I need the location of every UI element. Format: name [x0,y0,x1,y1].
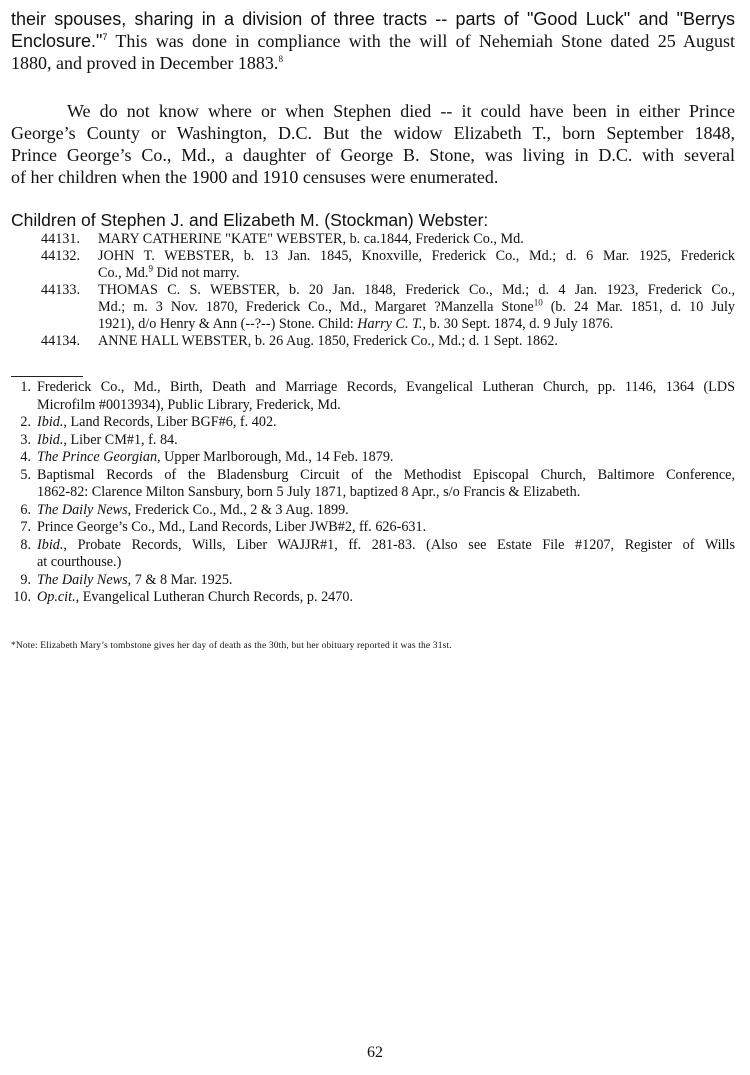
footnote-ref: 8 [278,54,283,64]
endnote-number: 7. [20,519,31,535]
text-line: 1862-82: Clarence Milton Sansbury, born 5 July 1871, baptized 8 Apr., s/o Francis & Elizabeth. [37,484,581,500]
text-line: Baptismal Records of the Bladensburg Circuit of the Methodist Episcopal Church, Baltimore Conference, [37,466,735,483]
text-line: Ibid., Probate Records, Wills, Liber WAJJR#1, ff. 281-83. (Also see Estate File #1207, Register of Wills [37,536,735,553]
child-entry [11,333,735,350]
text-line: their spouses, sharing in a division of three tracts -- parts of "Good Luck" and "Berrys [11,9,735,29]
footnote-ref: 10 [533,297,543,308]
text-line: Prince George’s Co., Md., Land Records, Liber JWB#2, ff. 626-631. [37,519,427,535]
text-line: 1880, and proved in December 1883.$^8$ [11,53,283,73]
text-line: 1921), d/o Henry & Ann (--?--) Stone. Child: Harry C. T., b. 30 Sept. 1874, d. 9 July 1876. [98,316,614,332]
endnote [11,379,735,414]
text-line: The Prince Georgian, Upper Marlborough, Md., 14 Feb. 1879. [37,449,394,465]
paragraph-continuation [11,8,735,74]
footnote-ref: 7 [102,32,108,42]
endnote [11,467,735,502]
child-number: 44131. [41,231,81,247]
child-number: 44134. [41,333,81,349]
endnote [11,502,735,520]
child-entry [11,231,735,248]
child-entry [11,282,735,333]
endnote-number: 3. [20,431,31,448]
text-line: MARY CATHERINE "KATE" WEBSTER, b. ca.1844, Frederick Co., Md. [98,231,524,247]
endnote [11,519,735,537]
endnote [11,572,735,590]
page-number: 62 [367,1044,383,1061]
text-line: ANNE HALL WEBSTER, b. 26 Aug. 1850, Frederick Co., Md.; d. 1 Sept. 1862. [98,333,558,349]
text-line: Microfilm #0013934), Public Library, Frederick, Md. [37,396,341,413]
text-line: Md.; m. 3 Nov. 1870, Frederick Co., Md., Margaret ?Manzella Stone$^{10}$ (b. 24 Mar. 1851, d. 10 July [98,297,735,315]
text-line: George’s County or Washington, D.C. But the widow Elizabeth T., born September 1848, [11,123,735,143]
text-line: of her children when the 1900 and 1910 censuses were enumerated. [11,167,499,187]
endnotes-list [11,379,735,607]
text-line: The Daily News, Frederick Co., Md., 2 & 3 Aug. 1899. [37,501,349,518]
text-line: The Daily News, 7 & 8 Mar. 1925. [37,571,233,588]
child-entry [11,248,735,282]
endnote-number: 5. [20,466,31,483]
text-line: Ibid., Land Records, Liber BGF#6, f. 402. [37,414,277,430]
text-line: JOHN T. WEBSTER, b. 13 Jan. 1845, Knoxville, Frederick Co., Md.; d. 6 Mar. 1925, Frederick [98,248,735,264]
child-number: 44132. [41,248,81,264]
endnote-number: 4. [20,449,31,465]
paragraph-stephen-death [11,100,735,188]
children-heading: Children of Stephen J. and Elizabeth M. (Stockman) Webster: [11,210,489,230]
children-list [11,231,735,350]
text-line: Enclosure."$^7$ This was done in compliance with the will of Nehemiah Stone dated 25 August [11,31,735,51]
text-line: THOMAS C. S. WEBSTER, b. 20 Jan. 1848, Frederick Co., Md.; d. 4 Jan. 1923, Frederick Co., [98,282,735,298]
child-number: 44133. [41,282,81,298]
text-line: at courthouse.) [37,554,122,570]
endnote [11,449,735,467]
footnote-divider [11,376,83,377]
text-line: Ibid., Liber CM#1, f. 84. [37,431,178,448]
endnote-number: 2. [20,414,31,430]
endnote-number: 8. [20,536,31,553]
endnote [11,589,735,607]
text-line: Prince George’s Co., Md., a daughter of George B. Stone, was living in D.C. with several [11,145,735,165]
text-line: We do not know where or when Stephen died -- it could have been in either Prince [67,101,735,121]
endnote-number: 9. [20,571,31,588]
endnote-number: 6. [20,501,31,518]
endnote-number: 1. [20,379,31,395]
endnote [11,537,735,572]
endnote-number: 10. [13,589,31,605]
text-line: Co., Md.$^9$ Did not marry. [98,263,240,281]
endnote [11,432,735,450]
text-line: Op.cit., Evangelical Lutheran Church Records, p. 2470. [37,589,353,605]
text-line: Frederick Co., Md., Birth, Death and Marriage Records, Evangelical Lutheran Church, pp. 1146, 1364 (LDS [37,379,735,395]
endnote [11,414,735,432]
asterisk-footnote: *Note: Elizabeth Mary’s tombstone gives her day of death as the 30th, but her obituary reported it was the 31st. [11,641,452,651]
footnote-ref: 9 [148,263,153,274]
